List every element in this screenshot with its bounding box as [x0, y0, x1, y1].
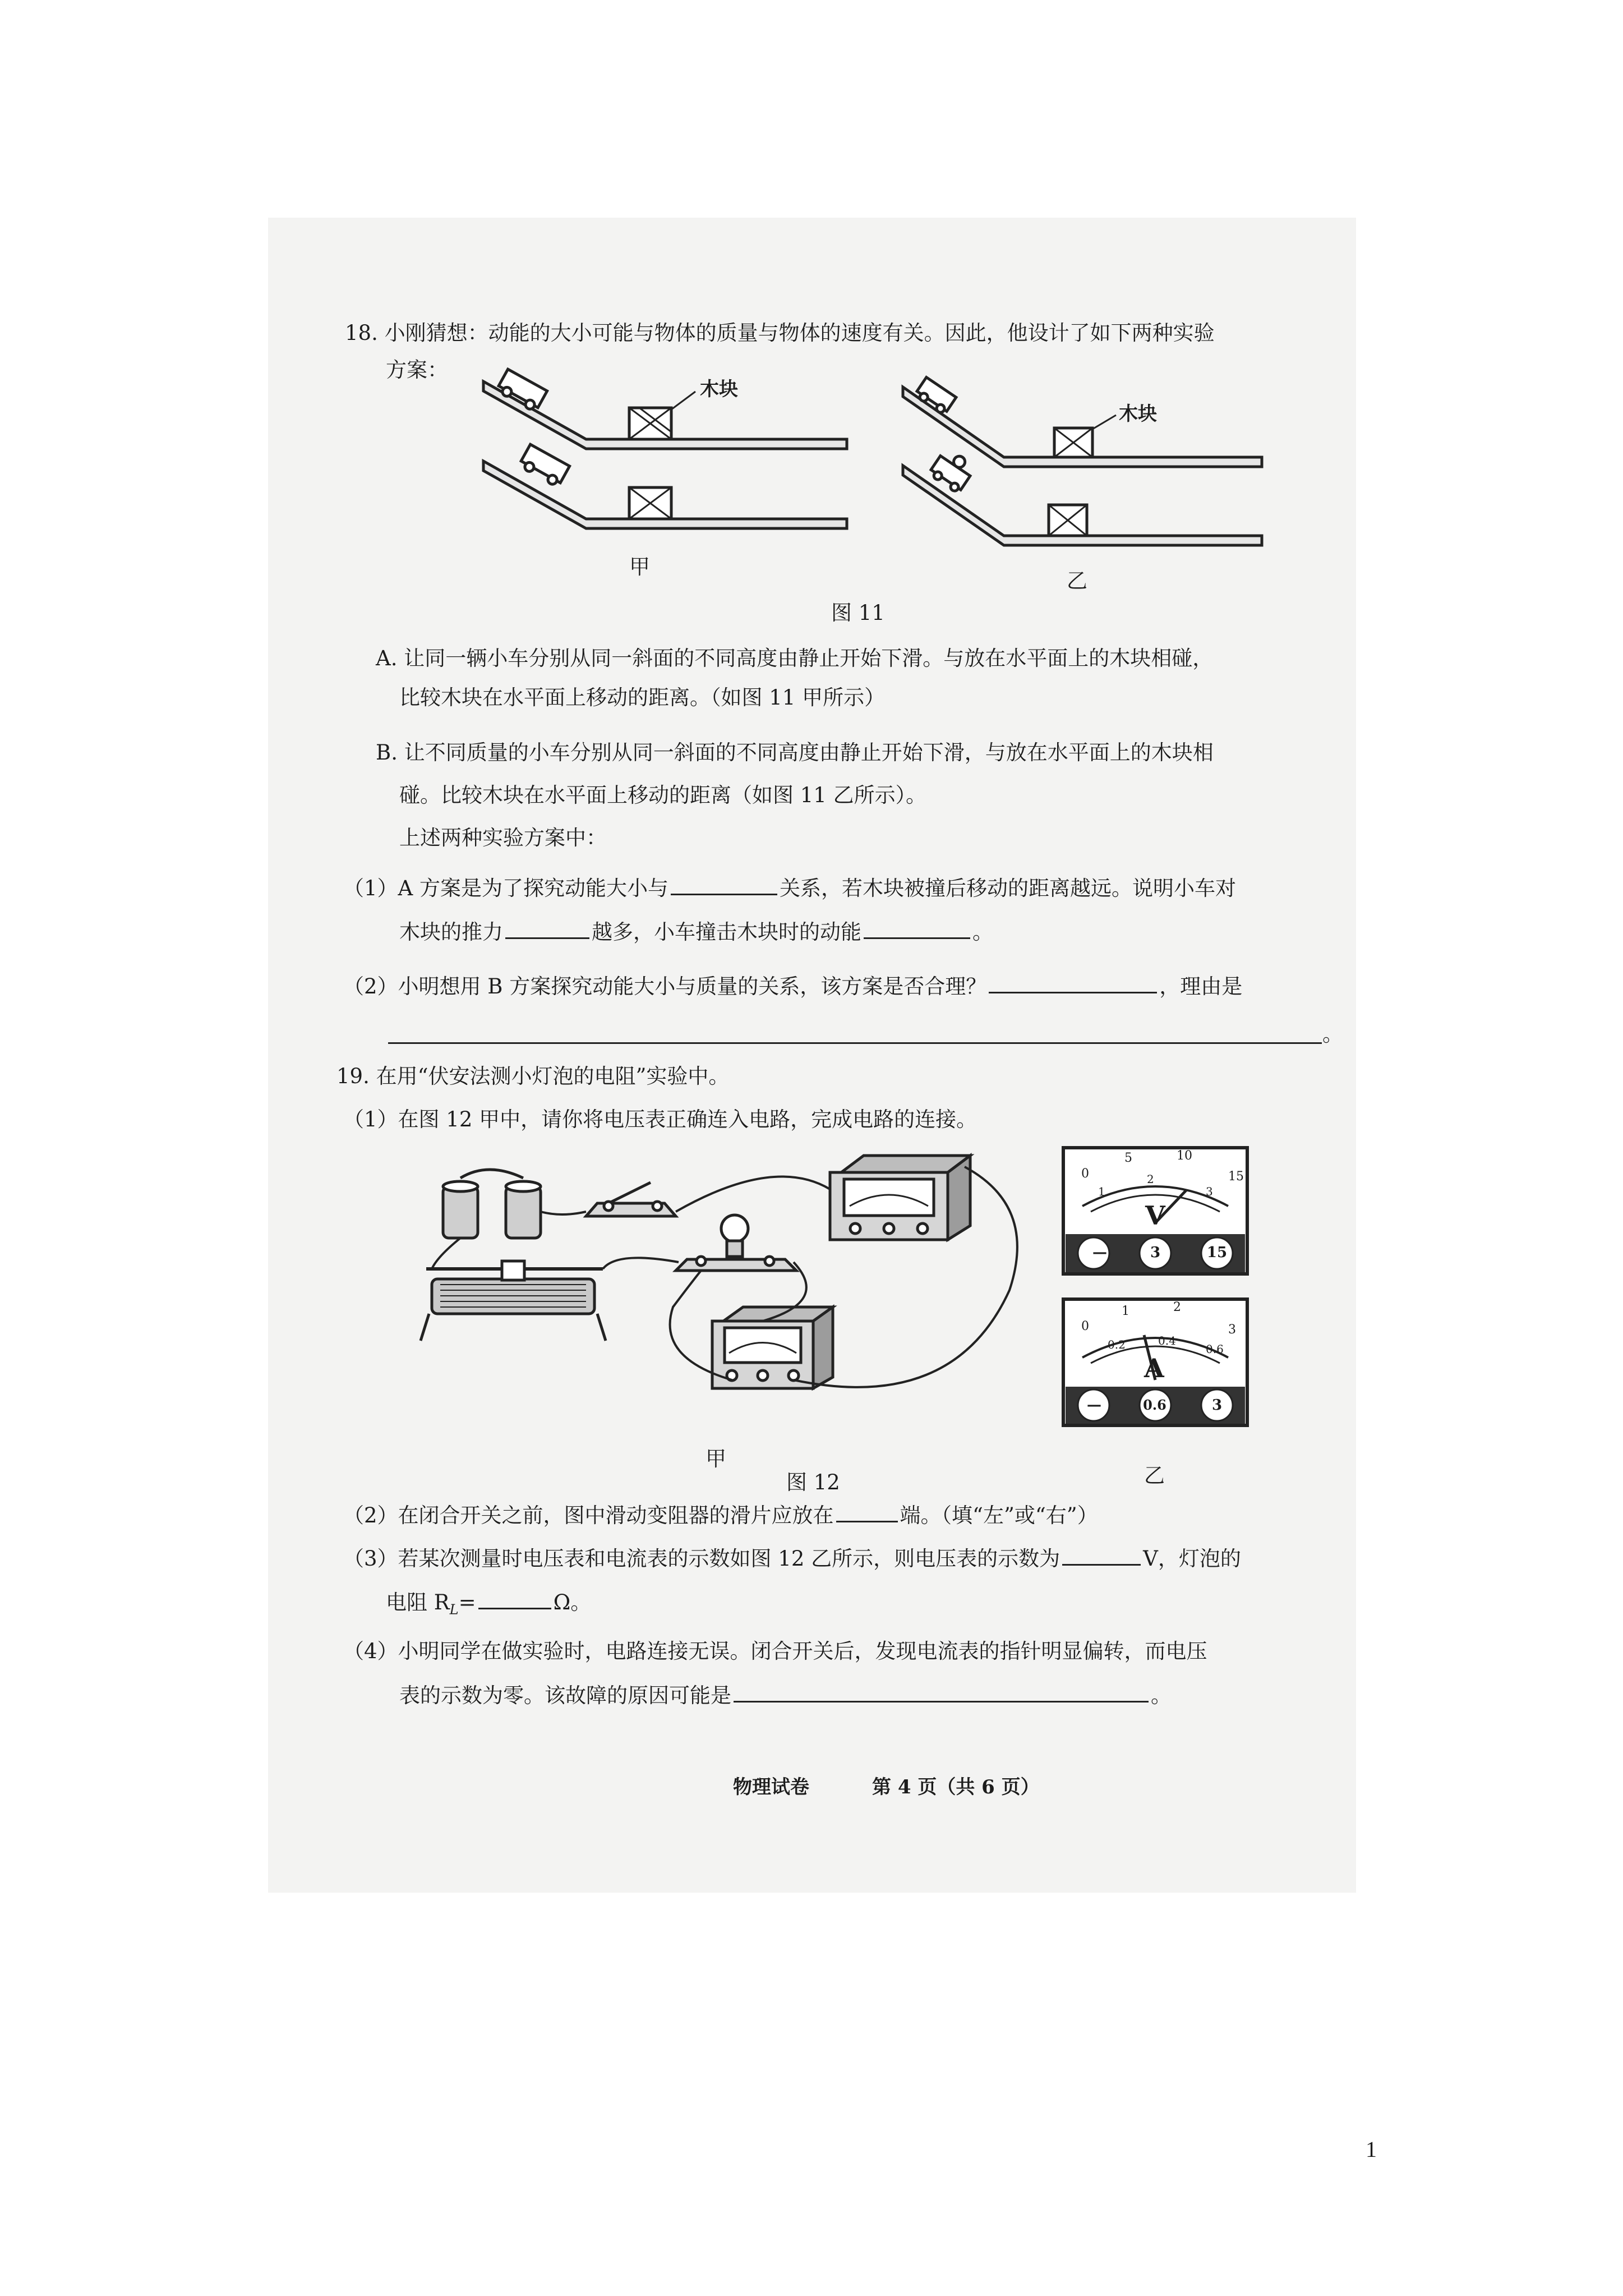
q19-part4-line1: （4）小明同学在做实验时，电路连接无误。闭合开关后，发现电流表的指针明显偏转，而电压: [343, 1639, 1207, 1663]
amp-scale-1: 1: [1122, 1304, 1129, 1318]
fig11-label-yi: 乙: [1067, 569, 1087, 593]
page-number: 1: [1366, 2137, 1377, 2162]
q18-option-b-line2: 碰。比较木块在水平面上移动的距离（如图 11 乙所示）。: [399, 783, 927, 807]
volt-scale-3: 3: [1206, 1185, 1213, 1198]
amp-scale-06: 0.6: [1206, 1342, 1224, 1356]
volt-terminal-neg: —: [1092, 1244, 1107, 1261]
q19-part2-blank-end[interactable]: [836, 1501, 898, 1522]
volt-scale-15: 15: [1228, 1170, 1244, 1184]
q19-part3-text-a: （3）若某次测量时电压表和电流表的示数如图 12 乙所示，则电压表的示数为: [343, 1547, 1061, 1571]
apparatus-voltmeter: [830, 1156, 970, 1240]
q18-option-a-line1: A. 让同一辆小车分别从同一斜面的不同高度由静止开始下滑。与放在水平面上的木块相碰，: [376, 646, 1214, 670]
q19-part3-blank-resistance[interactable]: [478, 1588, 551, 1609]
amp-scale-04: 0.4: [1158, 1334, 1176, 1347]
apparatus-ammeter: [712, 1307, 833, 1388]
volt-scale-5: 5: [1124, 1151, 1132, 1165]
q18-part1-text-c: 木块的推力: [399, 920, 503, 944]
q19-part1: （1）在图 12 甲中，请你将电压表正确连入电路，完成电路的连接。: [343, 1107, 978, 1131]
footer-page: 第 4 页（共 6 页）: [872, 1776, 1040, 1798]
light-bulb: [676, 1215, 796, 1271]
q19-part3-text-e: Ω。: [553, 1590, 592, 1614]
q19-part4-text-c: 。: [1151, 1683, 1172, 1708]
q19-part2-text-b: 端。（填“左”或“右”）: [900, 1503, 1098, 1527]
fig12-label-yi: 乙: [1144, 1464, 1165, 1488]
q18-part2-text-b: ，理由是: [1159, 974, 1243, 999]
ammeter-symbol: A: [1144, 1353, 1164, 1383]
amp-terminal-3: 3: [1211, 1397, 1223, 1414]
q19-part3-line2: [386, 1588, 591, 1623]
q19-part4-blank-cause[interactable]: [734, 1681, 1149, 1703]
volt-scale-2: 2: [1147, 1172, 1154, 1186]
q19-part2: [343, 1501, 1098, 1529]
knife-switch: [586, 1182, 676, 1216]
volt-scale-1: 1: [1098, 1185, 1105, 1198]
q19-intro: 19. 在用“伏安法测小灯泡的电阻”实验中。: [336, 1064, 730, 1088]
amp-terminal-06: 0.6: [1143, 1397, 1166, 1413]
fig11-wood-label-right: 木块: [1119, 403, 1157, 425]
amp-scale-2: 2: [1173, 1300, 1181, 1314]
q18-part1-text-b: 关系，若木块被撞后移动的距离越远。说明小车对: [780, 876, 1237, 900]
fig12-label-jia: 甲: [706, 1447, 726, 1471]
q18-part2-text-a: （2）小明想用 B 方案探究动能大小与质量的关系，该方案是否合理？: [343, 974, 987, 999]
q18-intro-line1: 18. 小刚猜想：动能的大小可能与物体的质量与物体的速度有关。因此，他设计了如下两种实验: [345, 321, 1215, 345]
voltmeter-symbol: V: [1145, 1200, 1165, 1231]
q18-part1-text-d: 越多，小车撞击木块时的动能: [592, 920, 861, 944]
q19-part4-line2: [399, 1681, 1172, 1709]
q18-part1-text-e: 。: [972, 920, 993, 944]
q18-lead: 上述两种实验方案中：: [399, 826, 607, 850]
amp-scale-0: 0: [1081, 1319, 1089, 1333]
volt-terminal-15: 15: [1206, 1244, 1228, 1261]
amp-scale-3: 3: [1228, 1323, 1236, 1337]
q19-part3-text-d: =: [458, 1590, 476, 1614]
q19-part3-blank-voltage[interactable]: [1062, 1544, 1141, 1566]
battery-cells: [443, 1170, 541, 1238]
footer-subject: 物理试卷: [733, 1776, 809, 1798]
q19-part3-subscript: L: [449, 1602, 459, 1618]
volt-scale-0: 0: [1081, 1167, 1089, 1181]
volt-scale-10: 10: [1177, 1149, 1192, 1163]
q18-option-a-line2: 比较木块在水平面上移动的距离。（如图 11 甲所示）: [399, 685, 886, 710]
fig12-caption: 图 12: [786, 1470, 840, 1494]
q19-part3-text-c: 电阻 R: [386, 1590, 450, 1614]
amp-scale-02: 0.2: [1108, 1338, 1126, 1351]
q19-part2-text-a: （2）在闭合开关之前，图中滑动变阻器的滑片应放在: [343, 1503, 834, 1527]
volt-terminal-3: 3: [1150, 1244, 1161, 1261]
fig11-wood-label-left: 木块: [700, 378, 738, 401]
q19-part4-text-b: 表的示数为零。该故障的原因可能是: [399, 1683, 731, 1708]
q18-intro-line2: 方案：: [386, 358, 448, 382]
q18-option-b-line1: B. 让不同质量的小车分别从同一斜面的不同高度由静止开始下滑，与放在水平面上的木块相: [376, 740, 1214, 765]
fig11-label-jia: 甲: [629, 555, 650, 579]
q19-part3-line1: [343, 1544, 1241, 1572]
q19-part3-text-b: V，灯泡的: [1143, 1547, 1241, 1571]
q18-part2-end: 。: [1322, 1022, 1343, 1046]
sliding-rheostat: [421, 1261, 606, 1341]
amp-terminal-neg: —: [1087, 1397, 1101, 1414]
q18-part1-text-a: （1）A 方案是为了探究动能大小与: [343, 876, 669, 900]
fig11-caption: 图 11: [831, 601, 885, 625]
